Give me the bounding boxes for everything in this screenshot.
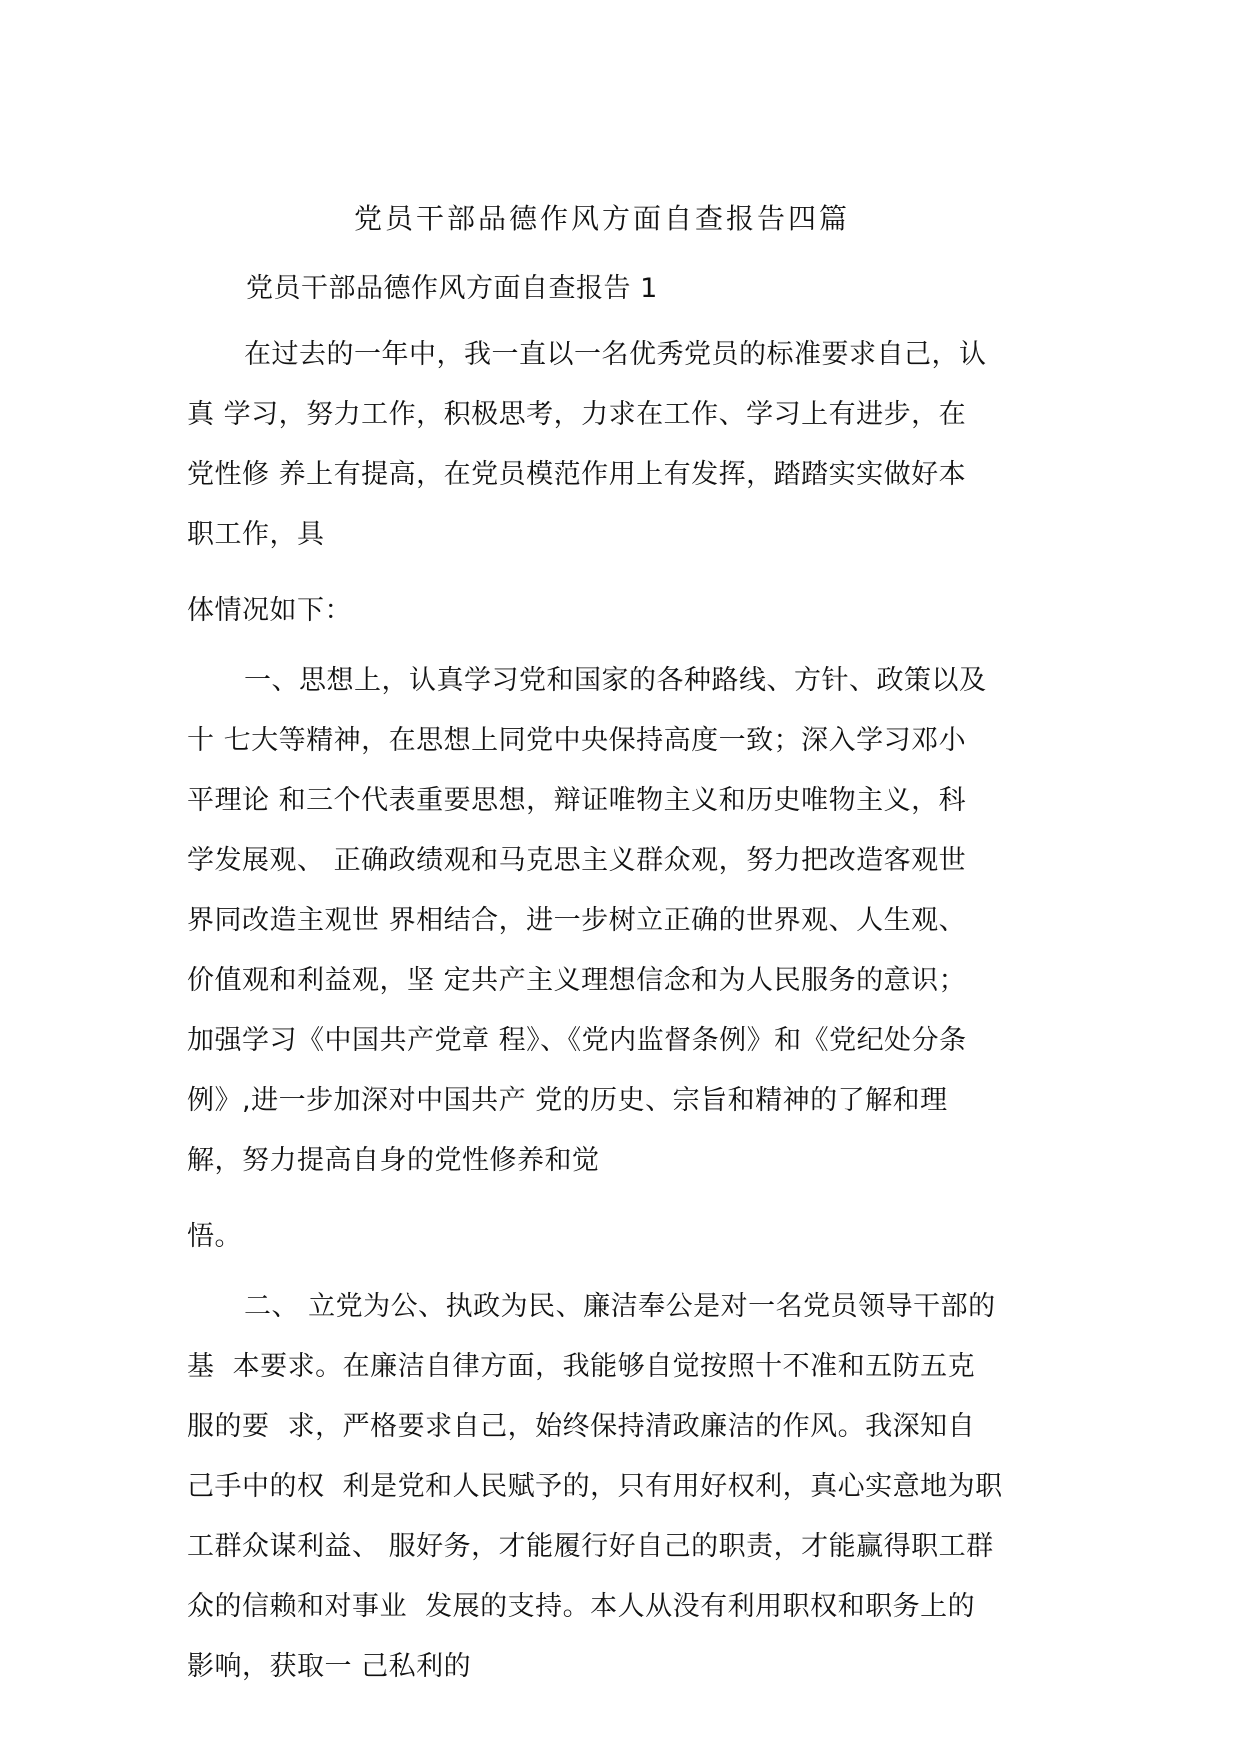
body-line: 价值观和利益观，坚 定共产主义理想信念和为人民服务的意识； [187,965,967,996]
body-line: 基 本要求。在廉洁自律方面，我能够自觉按照十不准和五防五克 [187,1351,976,1382]
body-line: 加强学习《中国共产党章 程》、《党内监督条例》和《党纪处分条 [187,1025,967,1056]
body-line: 平理论 和三个代表重要思想，辩证唯物主义和历史唯物主义，科 [187,785,967,816]
body-line: 例》,进一步加深对中国共产 党的历史、宗旨和精神的了解和理 [187,1085,948,1116]
body-line: 工群众谋利益、 服好务，才能履行好自己的职责，才能赢得职工群 [187,1531,994,1562]
body-line: 二、 立党为公、执政为民、廉洁奉公是对一名党员领导干部的 [244,1291,996,1322]
body-line: 悟。 [187,1221,242,1252]
body-line: 服的要 求，严格要求自己，始终保持清政廉洁的作风。我深知自 [187,1411,976,1442]
body-line: 众的信赖和对事业 发展的支持。本人从没有利用职权和职务上的 [187,1591,976,1622]
body-line: 党性修 养上有提高，在党员模范作用上有发挥，踏踏实实做好本 [187,459,967,490]
document-title: 党员干部品德作风方面自查报告四篇 [354,202,851,235]
body-line: 学发展观、 正确政绩观和马克思主义群众观，努力把改造客观世 [187,845,967,876]
section-heading: 党员干部品德作风方面自查报告 1 [246,273,658,304]
body-line: 界同改造主观世 界相结合，进一步树立正确的世界观、人生观、 [187,905,967,936]
body-line: 在过去的一年中，我一直以一名优秀党员的标准要求自己，认 [244,339,987,370]
body-line: 一、思想上，认真学习党和国家的各种路线、方针、政策以及 [244,665,987,696]
body-line: 十 七大等精神，在思想上同党中央保持高度一致；深入学习邓小 [187,725,967,756]
body-line: 解，努力提高自身的党性修养和觉 [187,1145,600,1176]
body-line: 职工作，具 [187,519,325,550]
body-line: 影响，获取一 己私利的 [187,1651,472,1682]
body-line: 真 学习，努力工作，积极思考，力求在工作、学习上有进步，在 [187,399,967,430]
body-line: 己手中的权 利是党和人民赋予的，只有用好权利，真心实意地为职 [187,1471,1003,1502]
body-line: 体情况如下： [187,595,352,626]
